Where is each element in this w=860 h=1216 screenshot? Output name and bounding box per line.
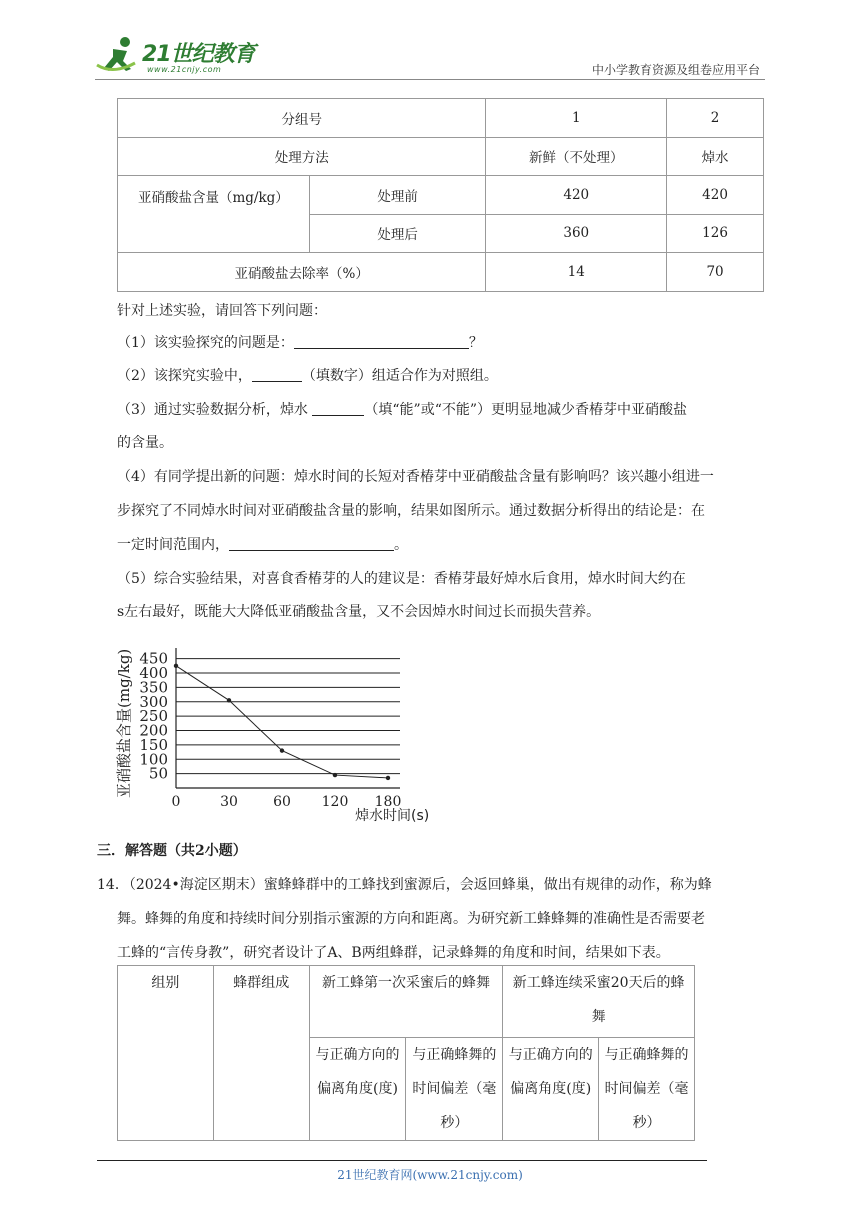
data-point: [386, 776, 390, 780]
footer-text: 21世纪教育网(www.21cnjy.com): [337, 1168, 523, 1182]
question-text: （1）该实验探究的问题是：: [117, 335, 294, 351]
table-header-cell: [599, 1038, 695, 1141]
table-cell: 焯水: [667, 137, 764, 176]
answer-blank[interactable]: [252, 367, 302, 382]
table-row: [118, 253, 764, 292]
question-4: （4）有同学提出新的问题：焯水时间的长短对香椿芽中亚硝酸盐含量有影响吗？该兴趣小组进一: [117, 469, 714, 485]
chart-svg: [112, 640, 430, 825]
header-divider: [95, 79, 765, 80]
table-cell: 2: [667, 99, 764, 138]
data-point: [174, 664, 178, 668]
table-row: [118, 966, 695, 1038]
series-line: [176, 666, 388, 778]
page-header: [95, 30, 765, 80]
question-3-cont: 的含量。: [117, 435, 173, 451]
x-axis-label: 焯水时间(s): [355, 808, 430, 824]
footer-divider: [97, 1160, 707, 1161]
questions-intro: 针对上述实验，请回答下列问题：: [117, 303, 327, 319]
x-tick-label: 30: [220, 794, 238, 810]
table-row: [118, 99, 764, 138]
table-header-cell: 蜂群组成: [213, 966, 309, 1141]
section-title: 三．解答题（共2小题）: [97, 843, 247, 859]
table-cell: 处理方法: [118, 137, 486, 176]
cell-line: 舞: [591, 1009, 606, 1025]
table-cell: 1: [486, 99, 667, 138]
table-cell: 处理后: [309, 214, 486, 253]
data-point: [333, 773, 337, 777]
question-14-cont: 舞。蜂舞的角度和持续时间分别指示蜜源的方向和距离。为研究新工蜂蜂舞的准确性是否需要老: [117, 911, 705, 927]
table-cell: 420: [667, 176, 764, 215]
nitrite-line-chart: [112, 640, 430, 825]
x-tick-label: 0: [171, 794, 181, 810]
question-5: （5）综合实验结果，对喜食香椿芽的人的建议是：香椿芽最好焯水后食用，焯水时间大约在: [117, 571, 686, 587]
question-text: （2）该探究实验中，: [117, 368, 252, 384]
cell-line: 秒）: [632, 1115, 661, 1131]
table-cell: 126: [667, 214, 764, 253]
bee-dance-table: [117, 965, 695, 1141]
cell-line: 新工蜂连续采蜜20天后的蜂: [512, 975, 685, 991]
question-2: [117, 366, 498, 386]
y-tick-label: 150: [139, 735, 168, 754]
question-text: 。: [394, 537, 408, 553]
y-tick-label: 300: [139, 692, 168, 711]
y-tick-label: 350: [139, 678, 168, 697]
table-header-cell: [406, 1038, 503, 1141]
table-row: [118, 176, 764, 215]
question-14-cont: 工蜂的“言传身教”，研究者设计了A、B两组蜂群，记录蜂舞的角度和时间，结果如下表。: [117, 945, 670, 961]
question-3: [117, 400, 687, 420]
x-tick-label: 180: [374, 794, 402, 810]
x-tick-label: 120: [321, 794, 349, 810]
y-tick-label: 100: [139, 750, 168, 769]
question-text: 一定时间范围内，: [117, 537, 229, 553]
y-tick-label: 200: [139, 721, 168, 740]
y-tick-label: 50: [148, 764, 168, 783]
logo-text: 21世纪教育: [142, 42, 255, 67]
table-header-cell: 新工蜂第一次采蜜后的蜂舞: [309, 966, 503, 1038]
table-cell: 亚硝酸盐去除率（%）: [118, 253, 486, 292]
data-point: [227, 698, 231, 702]
y-axis-label: 亚硝酸盐含量(mg/kg): [115, 648, 133, 798]
table-header-cell: 组别: [118, 966, 214, 1141]
y-tick-label: 400: [139, 664, 168, 682]
question-text: ？: [468, 335, 483, 351]
y-tick-label: 250: [139, 707, 168, 726]
platform-name: 中小学教育资源及组卷应用平台: [591, 63, 760, 77]
answer-blank[interactable]: [294, 334, 469, 349]
site-logo: [95, 35, 265, 75]
runner-logo-icon: [95, 35, 143, 75]
table-cell: 420: [486, 176, 667, 215]
question-text: （填“能”或“不能”）更明显地减少香椿芽中亚硝酸盐: [364, 402, 688, 418]
question-1: [117, 333, 483, 353]
cell-line: 与正确蜂舞的: [604, 1047, 689, 1063]
question-text: （填数字）组适合作为对照组。: [301, 368, 498, 384]
cell-line: 偏离角度(度): [510, 1081, 592, 1097]
table-row: [118, 137, 764, 176]
cell-line: 偏离角度(度): [317, 1081, 398, 1097]
table-header-cell: [503, 966, 695, 1038]
answer-blank[interactable]: [229, 536, 394, 551]
data-point: [280, 748, 284, 752]
table-cell: 亚硝酸盐含量（mg/kg）: [118, 176, 310, 253]
table-cell: 新鲜（不处理）: [486, 137, 667, 176]
table-header-cell: [503, 1038, 599, 1141]
table-cell: 处理前: [309, 176, 486, 215]
cell-line: 与正确方向的: [508, 1047, 593, 1063]
cell-line: 时间偏差（毫: [604, 1081, 689, 1097]
table-cell: 14: [486, 253, 667, 292]
logo-url: www.21cnjy.com: [147, 65, 222, 74]
question-text: （3）通过实验数据分析，焯水: [117, 402, 308, 418]
table-header-cell: [309, 1038, 406, 1141]
table-cell: 70: [667, 253, 764, 292]
cell-line: 时间偏差（毫: [412, 1081, 497, 1097]
question-5-cont: s左右最好，既能大大降低亚硝酸盐含量，又不会因焯水时间过长而损失营养。: [117, 604, 601, 620]
table-cell: 分组号: [118, 99, 486, 138]
question-4-cont: [117, 535, 408, 555]
x-tick-label: 60: [273, 794, 291, 810]
answer-blank[interactable]: [312, 401, 364, 416]
y-tick-label: 450: [139, 649, 168, 668]
cell-line: 与正确蜂舞的: [412, 1047, 497, 1063]
table-cell: 360: [486, 214, 667, 253]
cell-line: 与正确方向的: [315, 1047, 400, 1063]
nitrite-table: [117, 98, 764, 292]
question-14: 14．（2024•海淀区期末）蜜蜂蜂群中的工蜂找到蜜源后，会返回蜂巢，做出有规律的动作，称为蜂: [97, 877, 712, 893]
cell-line: 秒）: [440, 1115, 469, 1131]
question-4-cont: 步探究了不同焯水时间对亚硝酸盐含量的影响，结果如图所示。通过数据分析得出的结论是：在: [117, 503, 705, 519]
